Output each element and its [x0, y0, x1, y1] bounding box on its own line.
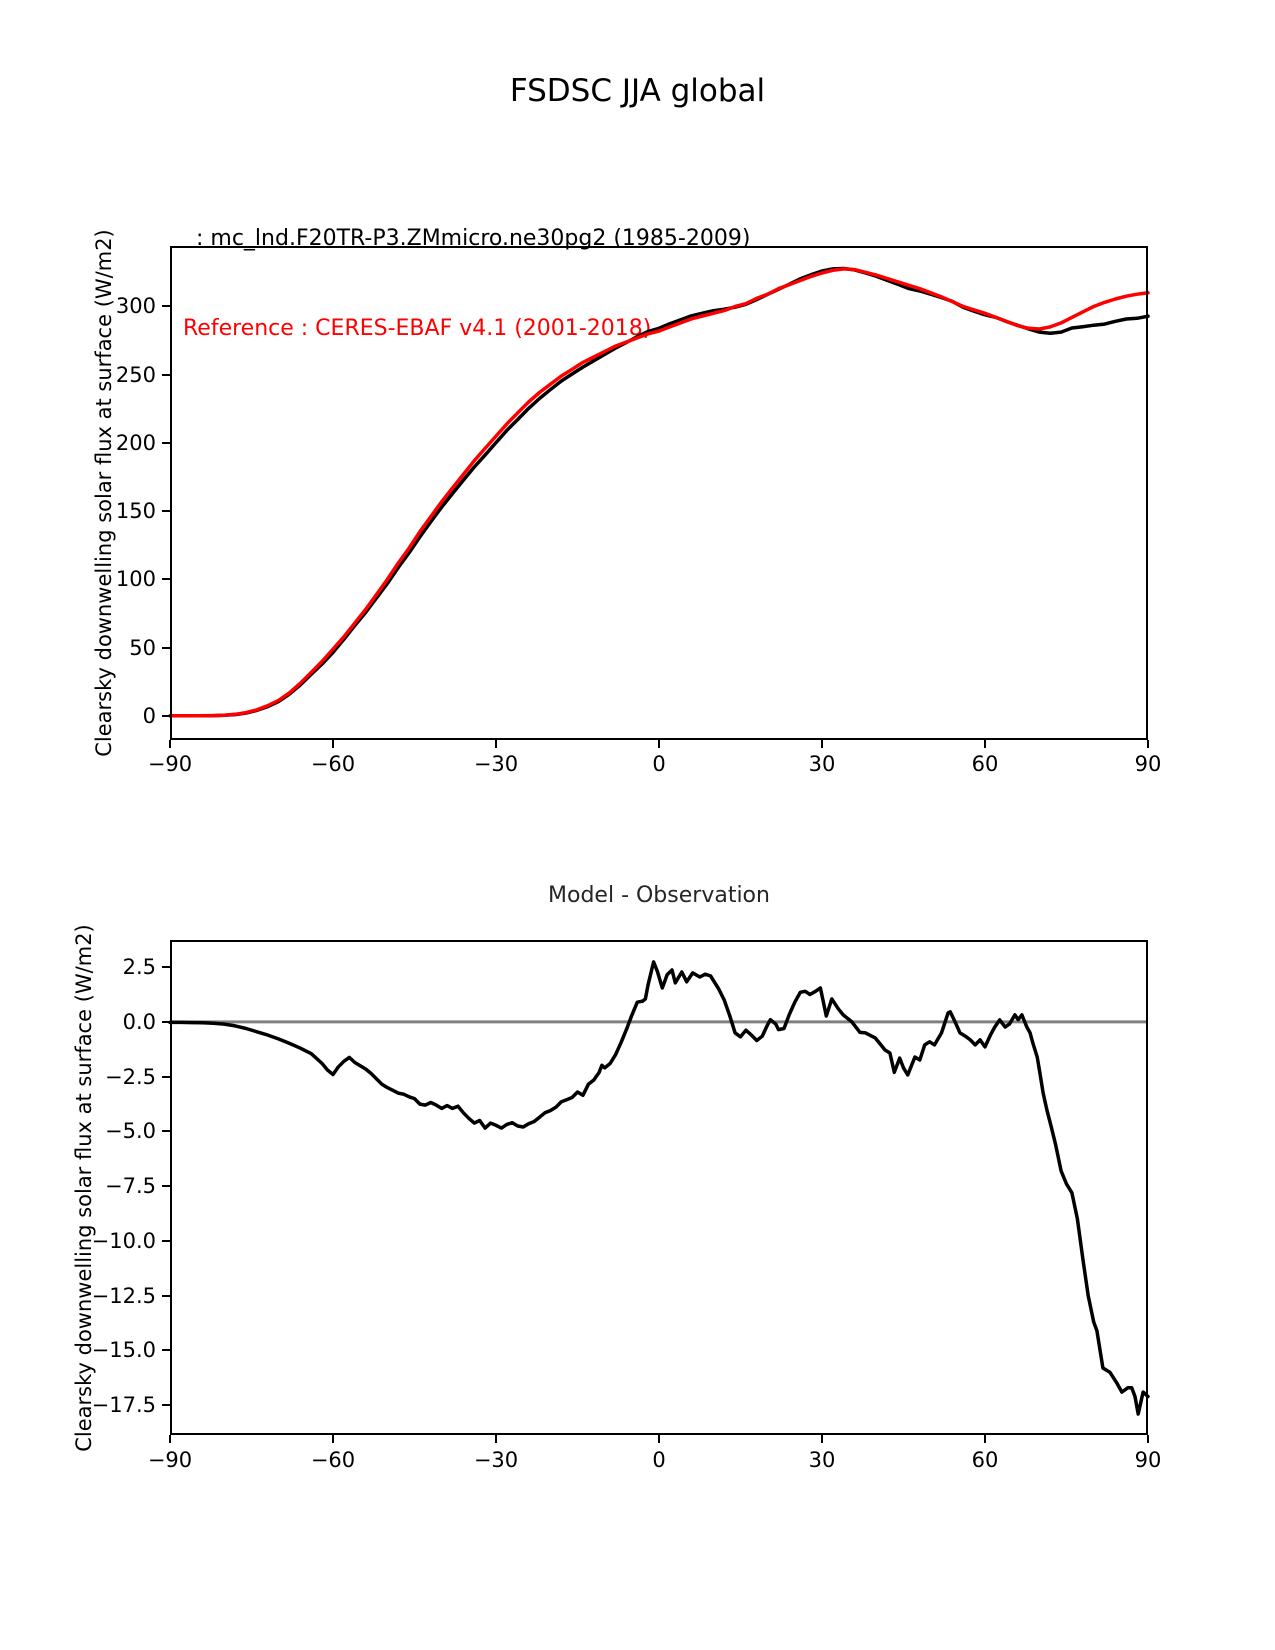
- legend-model-label: : mc_lnd.F20TR-P3.ZMmicro.ne30pg2 (1985-2009): [196, 226, 751, 251]
- x-tick-label: −90: [147, 1448, 193, 1472]
- y-tick: [162, 1349, 170, 1351]
- x-tick: [984, 740, 986, 748]
- y-tick-label: 2.5: [122, 955, 156, 979]
- x-tick-label: −60: [310, 752, 356, 776]
- x-tick-label: 60: [971, 752, 999, 776]
- y-tick: [162, 1185, 170, 1187]
- x-tick-label: 0: [652, 1448, 666, 1472]
- x-tick-label: −60: [310, 1448, 356, 1472]
- x-tick-label: 90: [1134, 752, 1162, 776]
- x-tick-label: 30: [808, 752, 836, 776]
- y-tick-label: 50: [129, 636, 156, 660]
- x-tick: [821, 1435, 823, 1443]
- top-axes: [170, 246, 1148, 740]
- y-tick-label: −5.0: [105, 1119, 156, 1143]
- y-tick: [162, 578, 170, 580]
- y-tick-label: 150: [115, 499, 156, 523]
- y-tick: [162, 1021, 170, 1023]
- x-tick-label: −30: [473, 752, 519, 776]
- y-tick-label: −10.0: [91, 1229, 156, 1253]
- y-tick-label: −7.5: [105, 1174, 156, 1198]
- x-tick: [332, 740, 334, 748]
- x-tick: [821, 740, 823, 748]
- x-tick: [1147, 740, 1149, 748]
- x-tick: [169, 740, 171, 748]
- x-tick: [984, 1435, 986, 1443]
- y-tick: [162, 647, 170, 649]
- x-tick: [658, 740, 660, 748]
- x-tick-label: 30: [808, 1448, 836, 1472]
- x-tick: [495, 1435, 497, 1443]
- y-tick-label: −15.0: [91, 1338, 156, 1362]
- x-tick: [332, 1435, 334, 1443]
- y-tick-label: −12.5: [91, 1284, 156, 1308]
- y-tick: [162, 1076, 170, 1078]
- top-axes-ylabel: Clearsky downwelling solar flux at surface (W/m2): [92, 229, 116, 757]
- y-tick-label: −17.5: [91, 1393, 156, 1417]
- x-tick-label: 60: [971, 1448, 999, 1472]
- y-tick-label: 250: [115, 363, 156, 387]
- y-tick: [162, 374, 170, 376]
- x-tick-label: −30: [473, 1448, 519, 1472]
- figure-title: FSDSC JJA global: [509, 73, 766, 109]
- model-curve: [170, 269, 1148, 716]
- reference-curve: [170, 269, 1148, 716]
- y-tick: [162, 510, 170, 512]
- y-tick: [162, 305, 170, 307]
- y-tick-label: 200: [115, 431, 156, 455]
- x-tick: [169, 1435, 171, 1443]
- y-tick-label: 300: [115, 294, 156, 318]
- x-tick-label: 0: [652, 752, 666, 776]
- axes-spines: [171, 941, 1147, 1434]
- y-tick: [162, 1404, 170, 1406]
- y-tick: [162, 966, 170, 968]
- y-tick: [162, 442, 170, 444]
- y-tick-label: 0.0: [122, 1010, 156, 1034]
- y-tick: [162, 1240, 170, 1242]
- x-tick-label: 90: [1134, 1448, 1162, 1472]
- difference-curve: [170, 962, 1148, 1414]
- y-tick-label: −2.5: [105, 1065, 156, 1089]
- y-tick-label: 0: [142, 704, 156, 728]
- x-tick: [658, 1435, 660, 1443]
- bottom-axes-ylabel: Clearsky downwelling solar flux at surface (W/m2): [72, 924, 96, 1452]
- y-tick-label: 100: [115, 567, 156, 591]
- y-tick: [162, 1295, 170, 1297]
- bottom-axes: [170, 940, 1148, 1435]
- y-tick: [162, 1130, 170, 1132]
- x-tick: [495, 740, 497, 748]
- y-tick: [162, 715, 170, 717]
- x-tick-label: −90: [147, 752, 193, 776]
- bottom-axes-title: Model - Observation: [548, 883, 770, 908]
- legend-reference-label: Reference : CERES-EBAF v4.1 (2001-2018): [183, 316, 652, 341]
- x-tick: [1147, 1435, 1149, 1443]
